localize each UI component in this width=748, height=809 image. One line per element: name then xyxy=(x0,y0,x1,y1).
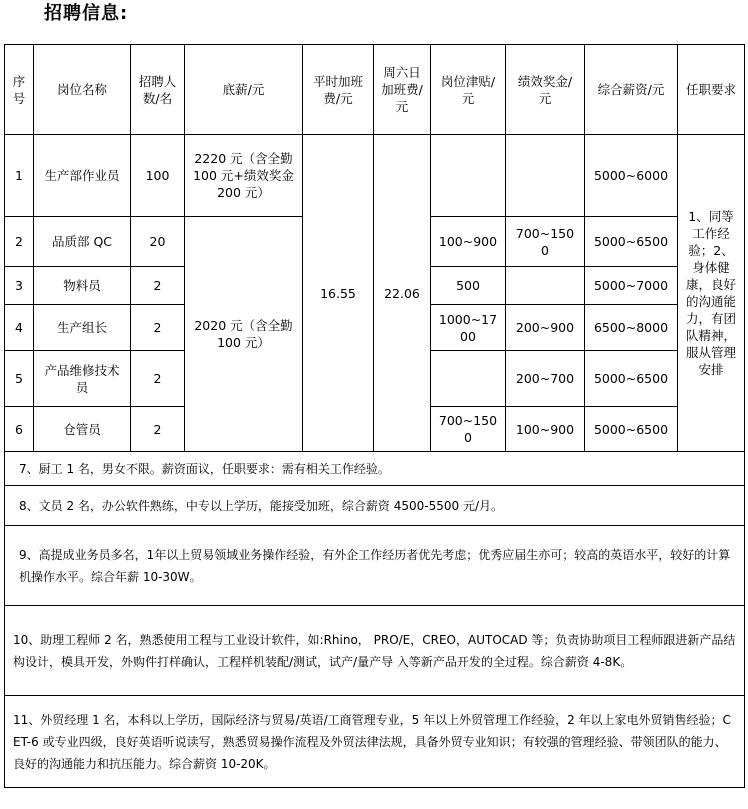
header-overtime-weekday: 平时加班费/元 xyxy=(303,45,374,135)
row-bonus xyxy=(506,135,585,217)
row-total: 5000~7000 xyxy=(585,267,678,305)
row-count: 2 xyxy=(131,407,185,452)
row-position: 生产部作业员 xyxy=(34,135,131,217)
header-row xyxy=(5,45,745,135)
row-position: 产品维修技术员 xyxy=(34,351,131,407)
row-allowance: 700~1500 xyxy=(431,407,506,452)
row-bonus: 100~900 xyxy=(506,407,585,452)
requirement-text: 1、同等工作经验；2、身体健康，良好的沟通能力，有团队精神，服从管理安排 xyxy=(678,135,745,452)
header-count: 招聘人数/名 xyxy=(131,45,185,135)
base-salary-2: 2020 元（含全勤 100 元） xyxy=(185,217,303,452)
row-no: 4 xyxy=(5,305,34,351)
note-row xyxy=(5,526,745,606)
note-row xyxy=(5,606,745,696)
overtime-weekday-value: 16.55 xyxy=(303,135,374,452)
row-allowance: 500 xyxy=(431,267,506,305)
row-bonus: 200~700 xyxy=(506,351,585,407)
table-row xyxy=(5,135,745,217)
row-count: 20 xyxy=(131,217,185,267)
row-count: 2 xyxy=(131,351,185,407)
note-row xyxy=(5,486,745,526)
row-allowance xyxy=(431,135,506,217)
page-title: 招聘信息: xyxy=(44,3,129,24)
note-trade-manager: 11、外贸经理 1 名，本科以上学历，国际经济与贸易/英语/工商管理专业，5 年以上外贸管理工作经验，2 年以上家电外贸销售经验；CET-6 或专业四级，良好英语听说读写，熟悉贸易操作流程及外贸法律法规，具备外贸专业知识；有较强的管理经验、带领团队的能力、良好的沟通能力和抗压能力。综合薪资 10-20K。 xyxy=(5,696,745,788)
row-total: 5000~6500 xyxy=(585,351,678,407)
row-no: 1 xyxy=(5,135,34,217)
note-assistant-engineer: 10、助理工程师 2 名，熟悉使用工程与工业设计软件，如:Rhino， PRO/E，CREO，AUTOCAD 等；负责协助项目工程师跟进新产品结构设计，模具开发，外购件打样确认，工程样机装配/测试，试产/量产导 入等新产品开发的全过程。综合薪资 4-8K。 xyxy=(5,606,745,696)
row-count: 2 xyxy=(131,305,185,351)
row-no: 2 xyxy=(5,217,34,267)
header-base: 底薪/元 xyxy=(185,45,303,135)
row-bonus: 700~1500 xyxy=(506,217,585,267)
row-position: 生产组长 xyxy=(34,305,131,351)
row-allowance xyxy=(431,351,506,407)
row-total: 5000~6000 xyxy=(585,135,678,217)
header-no: 序号 xyxy=(5,45,34,135)
recruitment-table xyxy=(4,44,745,788)
row-count: 100 xyxy=(131,135,185,217)
row-position: 品质部 QC xyxy=(34,217,131,267)
row-total: 5000~6500 xyxy=(585,407,678,452)
overtime-saturday-value: 22.06 xyxy=(374,135,431,452)
row-allowance: 1000~1700 xyxy=(431,305,506,351)
row-no: 5 xyxy=(5,351,34,407)
row-count: 2 xyxy=(131,267,185,305)
row-no: 3 xyxy=(5,267,34,305)
row-total: 6500~8000 xyxy=(585,305,678,351)
row-position: 仓管员 xyxy=(34,407,131,452)
row-allowance: 100~900 xyxy=(431,217,506,267)
note-clerk: 8、文员 2 名，办公软件熟练，中专以上学历，能接受加班，综合薪资 4500-5500 元/月。 xyxy=(5,486,745,526)
header-overtime-saturday: 周六日加班费/元 xyxy=(374,45,431,135)
row-total: 5000~6500 xyxy=(585,217,678,267)
row-bonus: 200~900 xyxy=(506,305,585,351)
row-no: 6 xyxy=(5,407,34,452)
header-total: 综合薪资/元 xyxy=(585,45,678,135)
header-position: 岗位名称 xyxy=(34,45,131,135)
row-position: 物料员 xyxy=(34,267,131,305)
row-bonus xyxy=(506,267,585,305)
header-bonus: 绩效奖金/元 xyxy=(506,45,585,135)
note-row xyxy=(5,452,745,486)
note-row xyxy=(5,696,745,788)
header-requirement: 任职要求 xyxy=(678,45,745,135)
base-salary-1: 2220 元（含全勤 100 元+绩效奖金 200 元） xyxy=(185,135,303,217)
note-salesperson: 9、高提成业务员多名，1年以上贸易领域业务操作经验，有外企工作经历者优先考虑；优秀应届生亦可；较高的英语水平，较好的计算机操作水平。综合年薪 10-30W。 xyxy=(5,526,745,606)
note-cook: 7、厨工 1 名，男女不限。薪资面议，任职要求：需有相关工作经验。 xyxy=(5,452,745,486)
header-allowance: 岗位津贴/元 xyxy=(431,45,506,135)
